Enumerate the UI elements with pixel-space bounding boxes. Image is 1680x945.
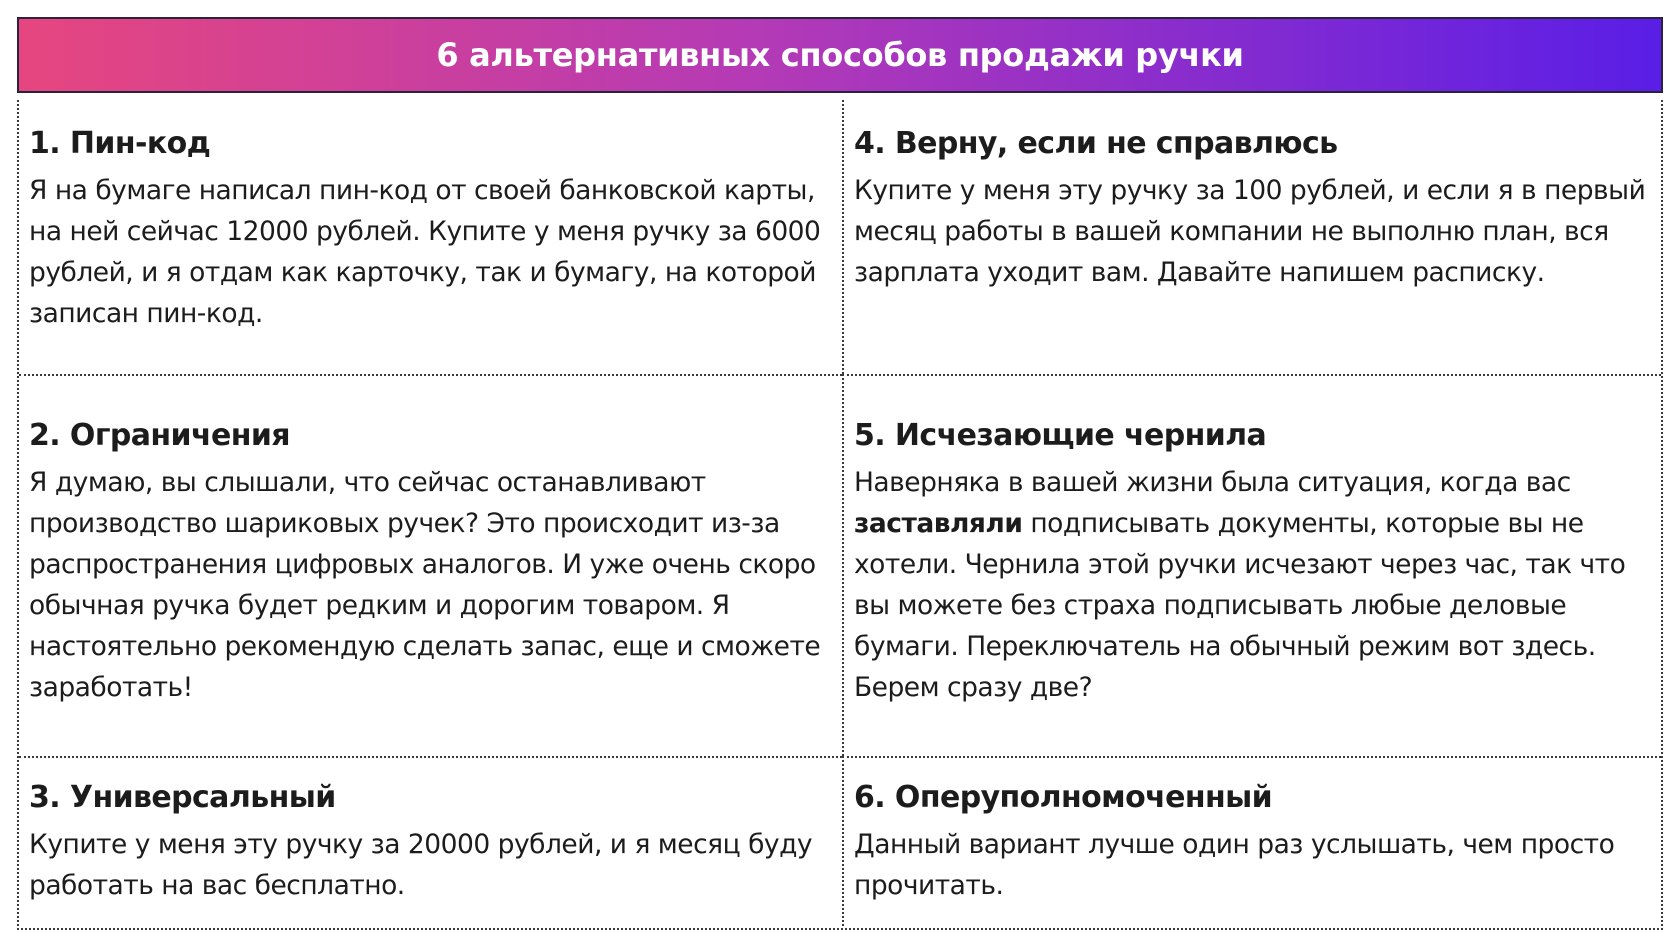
method-title: 2. Ограничения — [29, 418, 290, 453]
method-card-limitations — [19, 374, 842, 756]
method-title: 1. Пин-код — [29, 126, 211, 161]
page-title: 6 альтернативных способов продажи ручки — [436, 36, 1244, 74]
method-description: Купите у меня эту ручку за 100 рублей, и если я в первый месяц работы в вашей компании не выполню план, вся зарплата уходит вам. Давайте напишем расписку. — [854, 175, 1646, 288]
method-card-pin-code — [19, 100, 842, 374]
methods-grid — [17, 100, 1663, 930]
emphasized-word: заставляли — [854, 508, 1023, 539]
method-card-refund-guarantee — [842, 100, 1661, 374]
method-description: Я на бумаге написал пин-код от своей банковской карты, на ней сейчас 12000 рублей. Купите у меня ручку за 6000 рублей, и я отдам как карточку, так и бумагу, на которой записан пин-код. — [29, 175, 821, 329]
method-card-universal — [19, 756, 842, 926]
method-title: 4. Верну, если не справлюсь — [854, 126, 1338, 161]
description-text-start: Наверняка в вашей жизни была ситуация, когда вас — [854, 467, 1571, 498]
description-text-end: подписывать документы, которые вы не хотели. Чернила этой ручки исчезают через час, так что вы можете без страха подписывать любые деловые бумаги. Переключатель на обычный режим вот здесь. Берем сразу две? — [854, 508, 1626, 703]
method-title: 6. Оперуполномоченный — [854, 780, 1273, 815]
method-card-operative — [842, 756, 1661, 926]
method-description: Данный вариант лучше один раз услышать, чем просто прочитать. — [854, 829, 1615, 901]
method-card-disappearing-ink — [842, 374, 1661, 756]
method-description: Я думаю, вы слышали, что сейчас останавливают производство шариковых ручек? Это происходит из-за распространения цифровых аналогов. И уже очень скоро обычная ручка будет редким и дорогим товаром. Я настоятельно рекомендую сделать запас, еще и сможете заработать! — [29, 467, 821, 703]
method-title: 3. Универсальный — [29, 780, 336, 815]
method-title: 5. Исчезающие чернила — [854, 418, 1267, 453]
title-banner — [17, 17, 1663, 93]
method-description: Купите у меня эту ручку за 20000 рублей, и я месяц буду работать на вас бесплатно. — [29, 829, 813, 901]
method-description — [854, 462, 1651, 708]
